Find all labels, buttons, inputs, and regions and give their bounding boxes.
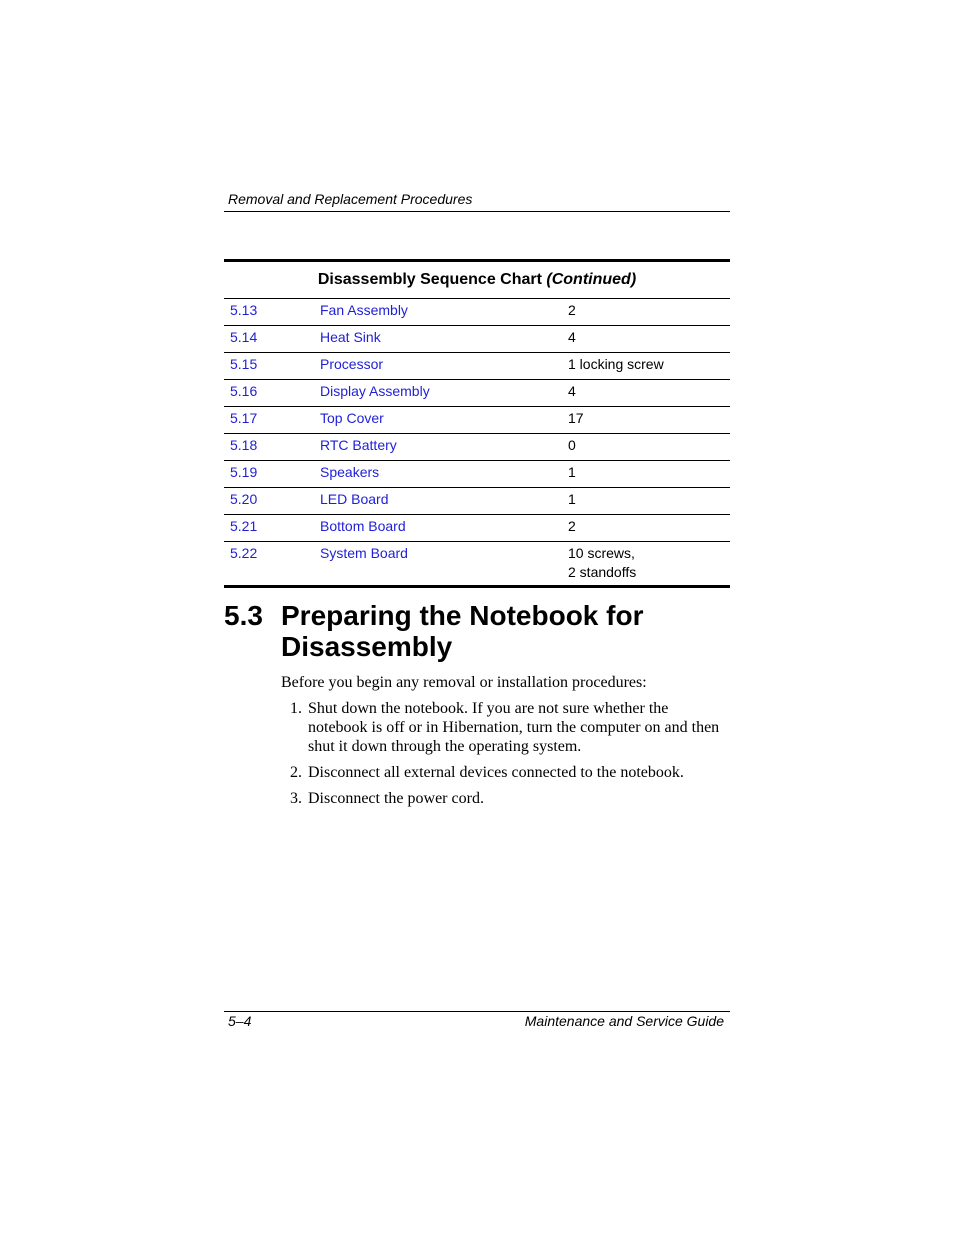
screw-count-line: 17 [568, 410, 584, 426]
guide-title: Maintenance and Service Guide [524, 1013, 724, 1029]
component-link[interactable]: Fan Assembly [320, 302, 408, 318]
section-link[interactable]: 5.13 [230, 302, 258, 318]
component-link[interactable]: Top Cover [320, 410, 384, 426]
chart-rows [224, 299, 730, 585]
screw-count-line: 0 [568, 437, 576, 453]
section-link[interactable]: 5.19 [230, 464, 258, 480]
chart-title-text: Disassembly Sequence Chart [317, 271, 542, 288]
section-link[interactable]: 5.20 [230, 491, 258, 507]
section-link[interactable]: 5.17 [230, 410, 258, 426]
table-row [224, 434, 730, 461]
screw-count [568, 328, 576, 347]
screw-count-line: 10 screws, [568, 545, 635, 561]
screw-count [568, 436, 576, 455]
section-link[interactable]: 5.16 [230, 383, 258, 399]
table-row [224, 326, 730, 353]
screw-count [568, 355, 664, 374]
section-link[interactable]: 5.14 [230, 329, 258, 345]
section-link[interactable]: 5.21 [230, 518, 258, 534]
screw-count-line: 4 [568, 329, 576, 345]
component-link[interactable]: System Board [320, 545, 408, 561]
component-link[interactable]: Bottom Board [320, 518, 406, 534]
section-link[interactable]: 5.15 [230, 356, 258, 372]
page-number: 5–4 [228, 1013, 252, 1029]
list-item [281, 763, 728, 782]
screw-count [568, 544, 636, 582]
screw-count [568, 490, 576, 509]
screw-count [568, 463, 576, 482]
table-row [224, 407, 730, 434]
step-text: Disconnect the power cord. [308, 790, 484, 807]
section-link[interactable]: 5.22 [230, 545, 258, 561]
screw-count-line: 2 [568, 518, 576, 534]
table-row [224, 488, 730, 515]
list-item [281, 699, 728, 756]
section-link[interactable]: 5.18 [230, 437, 258, 453]
section-number: 5.3 [224, 600, 263, 631]
table-row [224, 542, 730, 585]
step-number: 2. [290, 764, 302, 781]
chart-title-suffix: (Continued) [546, 271, 637, 288]
screw-count-line: 2 [568, 302, 576, 318]
step-number: 1. [290, 700, 302, 717]
screw-count-line: 1 [568, 491, 576, 507]
table-row [224, 299, 730, 326]
table-row [224, 461, 730, 488]
disassembly-sequence-chart [224, 259, 730, 588]
screw-count-line: 4 [568, 383, 576, 399]
screw-count-line: 1 [568, 464, 576, 480]
table-row [224, 353, 730, 380]
component-link[interactable]: RTC Battery [320, 437, 397, 453]
step-text: Disconnect all external devices connected to the notebook. [308, 764, 684, 781]
screw-count [568, 382, 576, 401]
procedure-steps [281, 699, 741, 808]
header-divider [224, 211, 730, 212]
component-link[interactable]: Display Assembly [320, 383, 430, 399]
list-item [281, 789, 728, 808]
component-link[interactable]: Speakers [320, 464, 380, 480]
screw-count-line: 1 locking screw [568, 356, 664, 372]
step-number: 3. [290, 790, 302, 807]
table-row [224, 380, 730, 407]
step-text: Shut down the notebook. If you are not sure whether the notebook is off or in Hibernation, turn the computer on and then shut it down through the operating system. [308, 700, 720, 755]
component-link[interactable]: Heat Sink [320, 329, 381, 345]
screw-count [568, 301, 576, 320]
screw-count [568, 517, 576, 536]
screw-count-line: 2 standoffs [568, 564, 637, 580]
table-row [224, 515, 730, 542]
chart-title [224, 262, 730, 299]
component-link[interactable]: LED Board [320, 491, 389, 507]
footer-divider [224, 1011, 730, 1012]
component-link[interactable]: Processor [320, 356, 384, 372]
screw-count [568, 409, 584, 428]
section-body [281, 673, 741, 815]
intro-paragraph: Before you begin any removal or installation procedures: [281, 674, 647, 691]
running-header: Removal and Replacement Procedures [228, 191, 473, 207]
section-title: Preparing the Notebook for Disassembly [281, 600, 644, 662]
